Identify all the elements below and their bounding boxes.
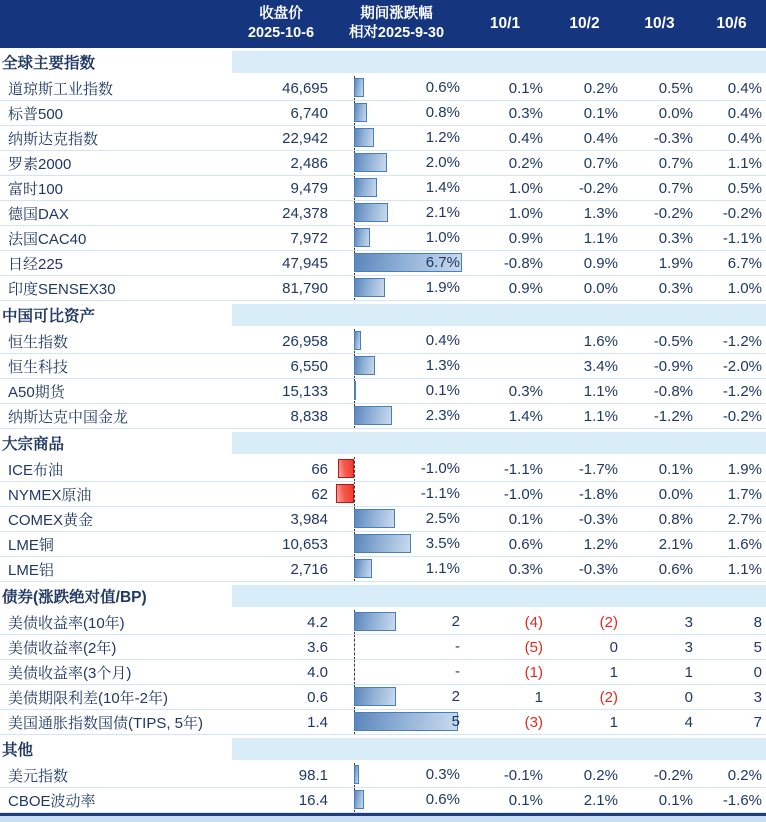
table-row [0, 176, 766, 201]
table-row [0, 201, 766, 226]
daily-change-value: -0.8% [653, 382, 693, 400]
daily-change-value: 0.4% [583, 129, 618, 147]
daily-change-value: -0.9% [653, 357, 693, 375]
section-title: 大宗商品 [2, 436, 65, 453]
daily-change-value: -1.1% [722, 229, 762, 247]
asset-name: LME铜 [8, 536, 54, 554]
daily-change-value: -0.2% [653, 766, 693, 784]
daily-change-value: 0.4% [727, 104, 762, 122]
asset-name: 法国CAC40 [8, 230, 87, 248]
section-title: 中国可比资产 [2, 308, 96, 325]
period-change-value: -1.1% [420, 485, 460, 502]
period-change-value: - [455, 663, 460, 680]
table-row [0, 660, 766, 685]
daily-change-value: 0.8% [658, 510, 693, 528]
asset-name: 纳斯达克指数 [8, 130, 99, 148]
asset-name: ICE布油 [8, 461, 64, 479]
period-change-cell [330, 226, 463, 250]
table-row [0, 126, 766, 151]
table-row [0, 457, 766, 482]
period-change-cell [330, 251, 463, 275]
section-header-row [0, 301, 766, 329]
close-price-value: 3,984 [290, 510, 328, 528]
asset-name: 标普500 [8, 105, 64, 123]
daily-change-value: 0.9% [508, 279, 543, 297]
daily-change-value: 0 [753, 663, 762, 681]
close-price-value: 98.1 [298, 766, 328, 784]
daily-change-value: -0.2% [722, 204, 762, 222]
asset-name: 美债收益率(2年) [8, 639, 117, 657]
daily-change-value: 0.2% [583, 79, 618, 97]
daily-change-value: 1.0% [508, 179, 543, 197]
period-change-cell [330, 151, 463, 175]
period-change-value: 1.1% [425, 560, 460, 577]
period-change-cell [330, 610, 463, 634]
period-change-value: 2 [451, 688, 460, 705]
close-price-value: 62 [311, 485, 328, 503]
daily-change-value: 1 [609, 713, 618, 731]
daily-change-value: -0.2% [653, 204, 693, 222]
asset-name: 美国通胀指数国债(TIPS, 5年) [8, 714, 204, 732]
period-change-value: 1.9% [425, 279, 460, 296]
period-change-value: 0.3% [425, 766, 460, 783]
close-price-value: 6,550 [290, 357, 328, 375]
daily-change-value: 2.7% [727, 510, 762, 528]
daily-change-value: (2) [599, 613, 618, 631]
daily-change-value: 0 [684, 688, 693, 706]
daily-change-value: 3 [684, 613, 693, 631]
daily-change-value: -0.5% [653, 332, 693, 350]
table-row [0, 379, 766, 404]
asset-name: 恒生科技 [8, 358, 69, 376]
section-title: 全球主要指数 [2, 55, 96, 72]
close-price-value: 6,740 [290, 104, 328, 122]
period-change-cell [330, 507, 463, 531]
daily-change-value: -0.1% [503, 766, 543, 784]
daily-change-value: 0.2% [508, 154, 543, 172]
table-bottom-strip [0, 816, 766, 822]
close-price-value: 15,133 [282, 382, 328, 400]
daily-change-value: -2.0% [722, 357, 762, 375]
close-price-value: 66 [311, 460, 328, 478]
table-row [0, 226, 766, 251]
daily-change-value: 1 [609, 663, 618, 681]
table-row [0, 251, 766, 276]
asset-name: 德国DAX [8, 205, 69, 223]
close-price-value: 81,790 [282, 279, 328, 297]
section-title: 债券(涨跌绝对值/BP) [2, 589, 147, 606]
section-header-row [0, 48, 766, 76]
daily-change-value: 0.1% [658, 460, 693, 478]
period-change-value: 0.6% [425, 791, 460, 808]
daily-change-value: 3 [753, 688, 762, 706]
daily-change-value: -1.6% [722, 791, 762, 809]
daily-change-value: -1.2% [722, 332, 762, 350]
table-row [0, 635, 766, 660]
close-price-value: 3.6 [307, 638, 328, 656]
daily-change-value: 3.4% [583, 357, 618, 375]
section-band [232, 585, 766, 607]
close-price-value: 0.6 [307, 688, 328, 706]
asset-name: 美元指数 [8, 767, 69, 785]
period-change-value: 2.5% [425, 510, 460, 527]
section-band [232, 432, 766, 454]
daily-change-value: 1.1% [583, 407, 618, 425]
table-row [0, 354, 766, 379]
daily-change-value: 1.0% [727, 279, 762, 297]
daily-change-value: -1.2% [722, 382, 762, 400]
close-price-value: 46,695 [282, 79, 328, 97]
daily-change-value: -0.3% [578, 560, 618, 578]
section-title: 其他 [2, 742, 34, 759]
period-change-cell [330, 482, 463, 506]
table-row [0, 482, 766, 507]
column-header-period-change: 期间涨跌幅 相对2025-9-30 [348, 6, 445, 41]
table-row [0, 404, 766, 429]
daily-change-value: 1.3% [583, 204, 618, 222]
period-change-value: 0.8% [425, 104, 460, 121]
daily-change-value: 0.7% [583, 154, 618, 172]
column-header-date-2: 10/2 [569, 15, 600, 32]
table-row [0, 101, 766, 126]
asset-name: A50期货 [8, 383, 65, 401]
period-change-value: 3.5% [425, 535, 460, 552]
period-change-cell [330, 176, 463, 200]
table-row [0, 710, 766, 735]
asset-name: 道琼斯工业指数 [8, 80, 114, 98]
period-change-value: 2.1% [425, 204, 460, 221]
daily-change-value: 0.3% [658, 279, 693, 297]
daily-change-value: 1.4% [508, 407, 543, 425]
daily-change-value: 0.3% [508, 104, 543, 122]
daily-change-value: 2.1% [658, 535, 693, 553]
daily-change-value: (3) [524, 713, 543, 731]
daily-change-value: -1.2% [653, 407, 693, 425]
daily-change-value: 0.0% [658, 104, 693, 122]
period-change-cell [330, 404, 463, 428]
daily-change-value: -1.1% [503, 460, 543, 478]
period-change-cell [330, 635, 463, 659]
period-change-value: 1.3% [425, 357, 460, 374]
daily-change-value: 1.7% [727, 485, 762, 503]
daily-change-value: 0.1% [508, 791, 543, 809]
asset-name: 罗素2000 [8, 155, 72, 173]
daily-change-value: -0.8% [503, 254, 543, 272]
daily-change-value: 1.1% [583, 229, 618, 247]
close-price-value: 4.0 [307, 663, 328, 681]
asset-name: 富时100 [8, 180, 64, 198]
table-row [0, 507, 766, 532]
section-band [232, 738, 766, 760]
section-header-row [0, 429, 766, 457]
daily-change-value: 0.9% [508, 229, 543, 247]
column-header-date-3: 10/3 [644, 15, 675, 32]
period-change-cell [330, 276, 463, 300]
daily-change-value: 0.3% [508, 382, 543, 400]
daily-change-value: 3 [684, 638, 693, 656]
table-row [0, 763, 766, 788]
close-price-value: 47,945 [282, 254, 328, 272]
period-change-cell [330, 329, 463, 353]
daily-change-value: 0.0% [658, 485, 693, 503]
daily-change-value: 0.3% [508, 560, 543, 578]
period-change-value: 6.7% [425, 254, 460, 271]
close-price-value: 4.2 [307, 613, 328, 631]
table-header-row [0, 0, 766, 48]
table-row [0, 329, 766, 354]
daily-change-value: 0.7% [658, 154, 693, 172]
daily-change-value: 7 [753, 713, 762, 731]
close-price-value: 10,653 [282, 535, 328, 553]
period-change-value: 2.3% [425, 407, 460, 424]
daily-change-value: (4) [524, 613, 543, 631]
period-change-cell [330, 354, 463, 378]
table-body [0, 48, 766, 813]
table-row [0, 610, 766, 635]
daily-change-value: 1.9% [658, 254, 693, 272]
table-row [0, 276, 766, 301]
daily-change-value: -0.3% [578, 510, 618, 528]
daily-change-value: 4 [684, 713, 693, 731]
period-change-cell [330, 557, 463, 581]
period-change-cell [330, 532, 463, 556]
close-price-value: 24,378 [282, 204, 328, 222]
period-change-cell [330, 457, 463, 481]
asset-name: 日经225 [8, 255, 64, 273]
period-change-value: -1.0% [420, 460, 460, 477]
asset-name: 纳斯达克中国金龙 [8, 408, 129, 426]
period-change-cell [330, 763, 463, 787]
daily-change-value: 0.2% [727, 766, 762, 784]
section-band [232, 304, 766, 326]
table-row [0, 788, 766, 813]
asset-name: 恒生指数 [8, 333, 69, 351]
daily-change-value: 0.7% [658, 179, 693, 197]
asset-name: LME铝 [8, 561, 54, 579]
daily-change-value: 0.9% [583, 254, 618, 272]
daily-change-value: -0.2% [578, 179, 618, 197]
period-change-cell [330, 710, 463, 734]
period-change-value: 2.0% [425, 154, 460, 171]
close-price-value: 2,716 [290, 560, 328, 578]
asset-name: 美债期限利差(10年-2年) [8, 689, 169, 707]
period-change-cell [330, 101, 463, 125]
daily-change-value: 1.6% [727, 535, 762, 553]
daily-change-value: 1.1% [727, 154, 762, 172]
asset-name: NYMEX原油 [8, 486, 92, 504]
daily-change-value: 0.1% [508, 510, 543, 528]
close-price-value: 22,942 [282, 129, 328, 147]
daily-change-value: 0.4% [727, 129, 762, 147]
asset-name: 美债收益率(3个月) [8, 664, 132, 682]
table-row [0, 557, 766, 582]
daily-change-value: 2.1% [583, 791, 618, 809]
section-header-row [0, 735, 766, 763]
daily-change-value: -1.0% [503, 485, 543, 503]
daily-change-value: -0.3% [653, 129, 693, 147]
daily-change-value: 1.1% [583, 382, 618, 400]
table-row [0, 151, 766, 176]
daily-change-value: 1 [684, 663, 693, 681]
daily-change-value: -1.8% [578, 485, 618, 503]
asset-name: 美债收益率(10年) [8, 614, 125, 632]
period-change-cell [330, 76, 463, 100]
daily-change-value: 0.6% [508, 535, 543, 553]
close-price-value: 9,479 [290, 179, 328, 197]
period-change-value: 0.6% [425, 79, 460, 96]
daily-change-value: -1.7% [578, 460, 618, 478]
period-change-value: 0.4% [425, 332, 460, 349]
period-change-value: - [455, 638, 460, 655]
daily-change-value: (1) [524, 663, 543, 681]
daily-change-value: (5) [524, 638, 543, 656]
close-price-value: 26,958 [282, 332, 328, 350]
column-header-date-1: 10/1 [489, 15, 521, 32]
asset-name: 印度SENSEX30 [8, 280, 116, 298]
section-band [232, 51, 766, 73]
daily-change-value: 0.3% [658, 229, 693, 247]
close-price-value: 7,972 [290, 229, 328, 247]
asset-name: CBOE波动率 [8, 792, 96, 810]
period-change-cell [330, 685, 463, 709]
daily-change-value: 5 [753, 638, 762, 656]
period-change-cell [330, 788, 463, 812]
daily-change-value: 0.6% [658, 560, 693, 578]
period-change-value: 1.0% [425, 229, 460, 246]
column-header-date-4: 10/6 [716, 15, 747, 32]
daily-change-value: 0.1% [583, 104, 618, 122]
daily-change-value: 8 [753, 613, 762, 631]
section-header-row [0, 582, 766, 610]
period-change-cell [330, 660, 463, 684]
daily-change-value: 0.4% [727, 79, 762, 97]
close-price-value: 16.4 [298, 791, 328, 809]
daily-change-value: 6.7% [727, 254, 762, 272]
daily-change-value: 0.1% [658, 791, 693, 809]
daily-change-value: 0 [609, 638, 618, 656]
close-price-value: 8,838 [290, 407, 328, 425]
period-change-value: 1.4% [425, 179, 460, 196]
period-change-cell [330, 379, 463, 403]
daily-change-value: 0.4% [508, 129, 543, 147]
period-change-cell [330, 126, 463, 150]
close-price-value: 1.4 [307, 713, 328, 731]
daily-change-value: 1.1% [727, 560, 762, 578]
table-row [0, 76, 766, 101]
table-row [0, 532, 766, 557]
period-change-value: 5 [451, 713, 460, 730]
daily-change-value: 0.5% [658, 79, 693, 97]
daily-change-value: 1.2% [583, 535, 618, 553]
daily-change-value: (2) [599, 688, 618, 706]
asset-name: COMEX黄金 [8, 511, 94, 529]
daily-change-value: 0.0% [583, 279, 618, 297]
daily-change-value: 0.5% [727, 179, 762, 197]
daily-change-value: 1.9% [727, 460, 762, 478]
daily-change-value: 1.6% [583, 332, 618, 350]
column-header-close: 收盘价 2025-10-6 [247, 6, 315, 41]
close-price-value: 2,486 [290, 154, 328, 172]
period-change-value: 0.1% [425, 382, 460, 399]
daily-change-value: 1 [534, 688, 543, 706]
period-change-cell [330, 201, 463, 225]
daily-change-value: 0.1% [508, 79, 543, 97]
period-change-value: 2 [451, 613, 460, 630]
daily-change-value: 0.2% [583, 766, 618, 784]
daily-change-value: 1.0% [508, 204, 543, 222]
table-row [0, 685, 766, 710]
daily-change-value: -0.2% [722, 407, 762, 425]
period-change-value: 1.2% [425, 129, 460, 146]
